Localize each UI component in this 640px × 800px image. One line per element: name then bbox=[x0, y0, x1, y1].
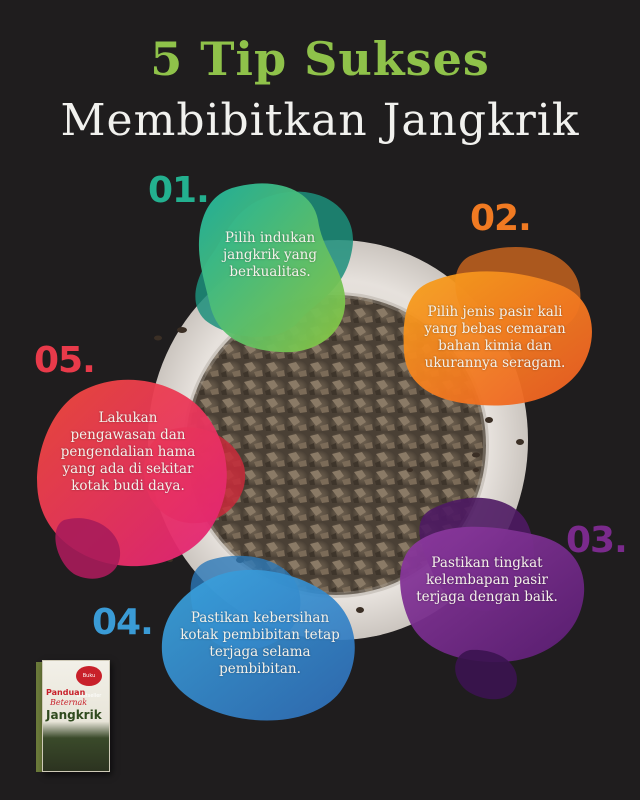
title-line-2: Membibitkan Jangkrik bbox=[60, 95, 580, 146]
tip-3-text: Pastikan tingkat kelembapan pasir terjaga dengan baik. bbox=[416, 555, 558, 605]
tip-1-text: Pilih indukan jangkrik yang berkualitas. bbox=[222, 230, 317, 280]
tip-3-number: 03. bbox=[566, 520, 627, 561]
book-title-script: Beternak bbox=[50, 698, 88, 707]
tip-1-number: 01. bbox=[148, 170, 209, 211]
book-badge: Buku Bestseller bbox=[76, 666, 102, 686]
tip-4-text: Pastikan kebersihan kotak pembibitan tetap terjaga selama pembibitan. bbox=[180, 610, 340, 677]
tip-4-number: 04. bbox=[92, 602, 153, 643]
book-cover-image bbox=[36, 660, 110, 776]
tip-5-number: 05. bbox=[34, 340, 95, 381]
tip-2-number: 02. bbox=[470, 198, 531, 239]
book-title-main: Jangkrik bbox=[46, 708, 102, 722]
book-title-small: Panduan bbox=[46, 688, 86, 697]
tip-2-text: Pilih jenis pasir kali yang bebas cemaran bahan kimia dan ukurannya seragam. bbox=[424, 304, 566, 371]
title-line-1: 5 Tip Sukses bbox=[150, 32, 490, 86]
tip-5-text: Lakukan pengawasan dan pengendalian hama yang ada di sekitar kotak budi daya. bbox=[60, 410, 196, 494]
